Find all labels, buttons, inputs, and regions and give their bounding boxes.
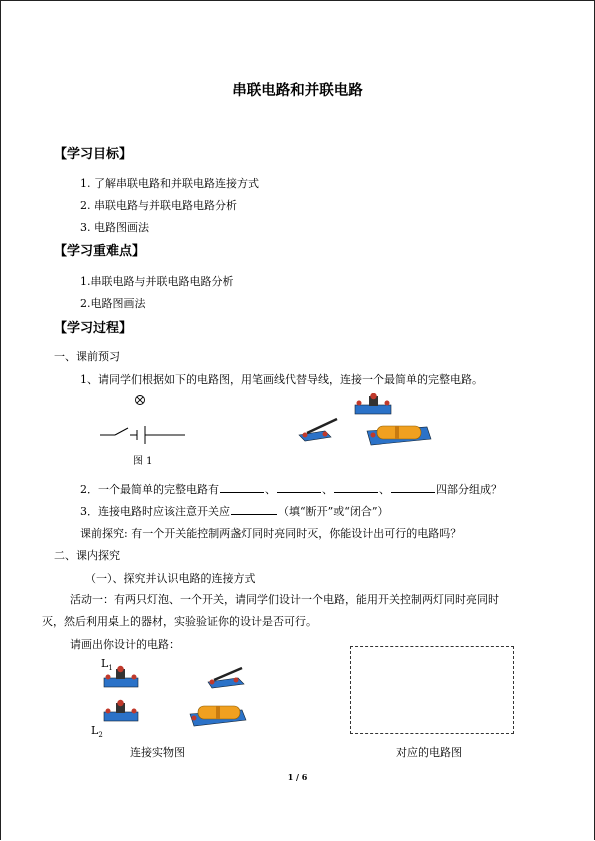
section-keypoints: 【学习重难点】 [54,244,146,259]
circuit-diagram [95,390,195,450]
lamp-holder-icon [104,666,138,687]
pre-class-inquiry: 课前探究: 有一个开关能控制两盏灯同时亮同时灭，你能设计出可行的电路吗？ [80,527,462,540]
activity-line: 活动一：有两只灯泡、一个开关，请同学们设计一个电路，能用开关控制两灯同时亮同时 [70,593,499,606]
lamp-holder-icon [355,393,391,414]
switch-and-battery-icon [100,426,185,444]
question-1: 1、请同学们根据如下的电路图，用笔画线代替导线，连接一个最简单的完整电路。 [80,373,483,386]
answer-blank[interactable] [391,482,435,493]
q3-prefix: 3．连接电路时应该注意开关应 [80,505,230,518]
q3-suffix: （填“断开”或“闭合”） [278,505,389,518]
question-2 [80,481,502,497]
page-number: 1 / 6 [287,772,308,782]
physical-components-2 [98,660,248,735]
lamp-label-l1: $L_1$ [101,657,113,673]
part1-heading: 一、课前预习 [54,350,120,363]
section-process: 【学习过程】 [54,321,133,336]
battery-icon [367,426,431,445]
lamp-symbol-icon [136,396,145,405]
caption-circuit: 对应的电路图 [396,746,462,759]
q2-suffix: 四部分组成？ [436,483,502,496]
answer-blank[interactable] [334,482,378,493]
answer-blank[interactable] [220,482,264,493]
activity-line: 灭，然后利用桌上的器材，实验验证你的设计是否可行。 [42,615,317,628]
lamp-label-l2: $L_2$ [91,724,103,740]
question-3 [80,503,389,519]
q2-prefix: 2．一个最简单的完整电路有 [80,483,219,496]
section-goals: 【学习目标】 [54,147,133,162]
goal-item: 2. 串联电路与并联电路电路分析 [80,199,237,212]
page-title: 串联电路和并联电路 [232,83,363,99]
battery-icon [190,706,246,726]
goal-item: 3. 电路图画法 [80,221,149,234]
switch-icon [299,419,337,441]
answer-blank[interactable] [277,482,321,493]
separator: 、 [265,483,276,496]
part2-heading: 二、课内探究 [54,549,120,562]
separator: 、 [322,483,333,496]
draw-prompt: 请画出你设计的电路： [70,638,180,651]
figure-label: 图 1 [133,456,153,467]
keypoint-item: 1.串联电路与并联电路电路分析 [80,275,234,288]
part2-subheading: （一）、探究并认识电路的连接方式 [85,572,256,585]
physical-components [295,393,435,453]
circuit-drawing-area[interactable] [350,646,514,734]
caption-physical: 连接实物图 [130,746,185,759]
answer-blank[interactable] [231,504,277,515]
switch-icon [208,668,244,688]
lamp-holder-icon [104,700,138,721]
separator: 、 [379,483,390,496]
keypoint-item: 2.电路图画法 [80,297,146,310]
goal-item: 1. 了解串联电路和并联电路连接方式 [80,177,259,190]
